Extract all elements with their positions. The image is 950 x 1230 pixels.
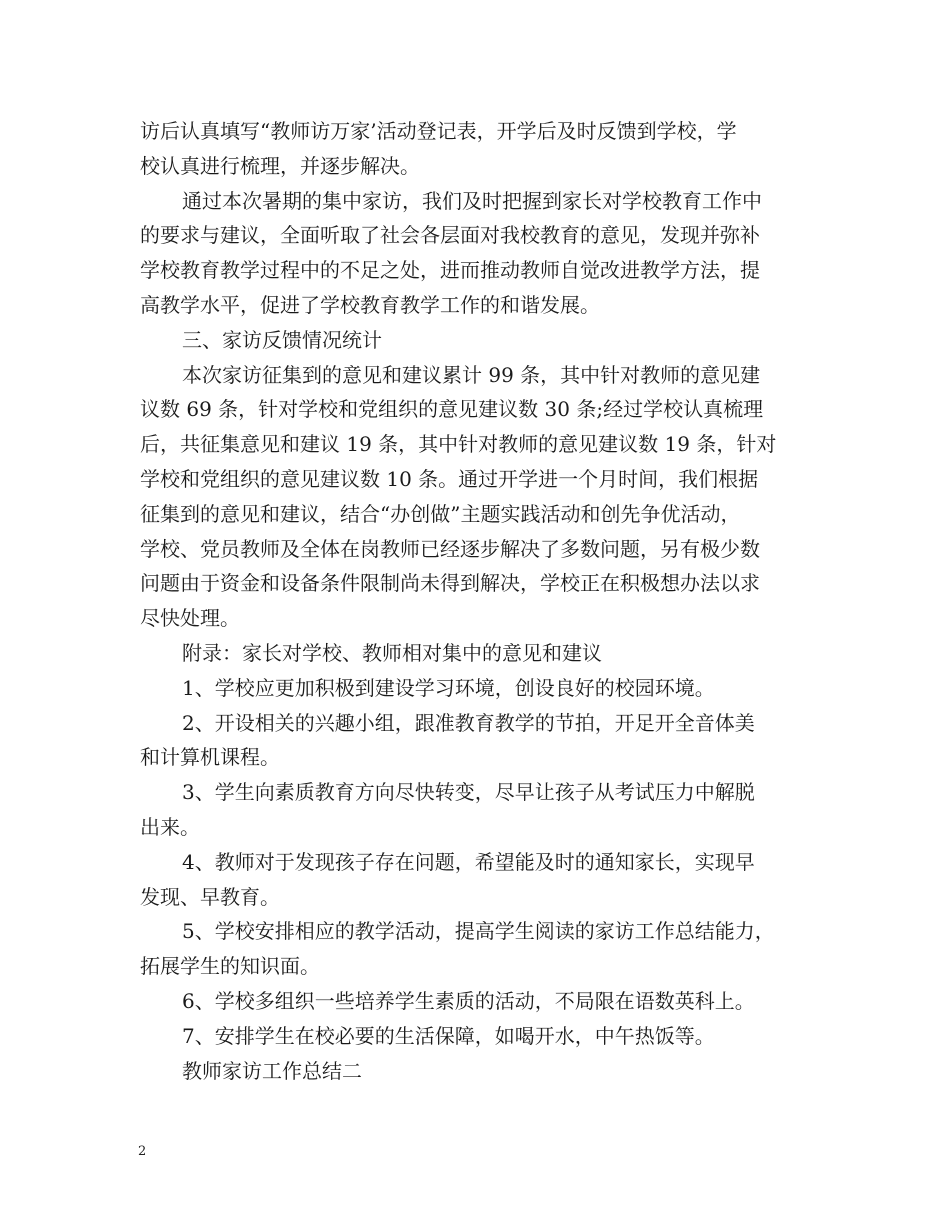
- paragraph-line: 学校、党员教师及全体在岗教师已经逐步解决了多数问题，另有极少数: [140, 536, 760, 561]
- list-item: 6、学校多组织一些培养学生素质的活动，不局限在语数英科上。: [182, 988, 755, 1013]
- list-item-continuation: 出来。: [140, 814, 200, 839]
- paragraph-line: 本次家访征集到的意见和建议累计 99 条，其中针对教师的意见建: [182, 362, 761, 387]
- section-heading: 三、家访反馈情况统计: [182, 327, 382, 352]
- paragraph-line: 后，共征集意见和建议 19 条，其中针对教师的意见建议数 19 条，针对: [140, 432, 777, 457]
- paragraph-line: 议数 69 条，针对学校和党组织的意见建议数 30 条;经过学校认真梳理: [140, 397, 764, 422]
- list-item: 2、开设相关的兴趣小组，跟准教育教学的节拍，开足开全音体美: [182, 710, 755, 735]
- paragraph-line: 征集到的意见和建议，结合“办创做”主题实践活动和创先争优活动，: [140, 501, 741, 526]
- paragraph-line: 访后认真填写“教师访万家’活动登记表，开学后及时反馈到学校，学: [140, 119, 737, 143]
- paragraph-line: 通过本次暑期的集中家访，我们及时把握到家长对学校教育工作中: [182, 188, 762, 213]
- list-item-continuation: 发现、早教育。: [140, 884, 280, 909]
- document-body: [140, 114, 830, 1088]
- list-item-continuation: 拓展学生的知识面。: [140, 954, 320, 979]
- section-title: 教师家访工作总结二: [182, 1058, 362, 1083]
- paragraph-line: 校认真进行梳理，并逐步解决。: [140, 153, 420, 178]
- paragraph-line: 尽快处理。: [140, 606, 240, 631]
- list-item: 5、学校安排相应的教学活动，提高学生阅读的家访工作总结能力，: [182, 919, 775, 944]
- list-item: 3、学生向素质教育方向尽快转变，尽早让孩子从考试压力中解脱: [182, 780, 755, 805]
- list-item-continuation: 和计算机课程。: [140, 745, 280, 770]
- paragraph-line: 的要求与建议，全面听取了社会各层面对我校教育的意见，发现并弥补: [140, 223, 760, 248]
- appendix-heading: 附录：家长对学校、教师相对集中的意见和建议: [182, 640, 602, 665]
- page-number: 2: [138, 1144, 147, 1159]
- paragraph-line: 问题由于资金和设备条件限制尚未得到解决，学校正在积极想办法以求: [140, 571, 760, 596]
- list-item: 1、学校应更加积极到建设学习环境，创设良好的校园环境。: [182, 675, 715, 700]
- paragraph-line: 高教学水平，促进了学校教育教学工作的和谐发展。: [140, 292, 600, 317]
- list-item: 4、教师对于发现孩子存在问题，希望能及时的通知家长，实现早: [182, 849, 755, 874]
- list-item: 7、安排学生在校必要的生活保障，如喝开水，中午热饭等。: [182, 1023, 715, 1048]
- paragraph-line: 学校和党组织的意见建议数 10 条。通过开学进一个月时间，我们根据: [140, 466, 759, 491]
- paragraph-line: 学校教育教学过程中的不足之处，进而推动教师自觉改进教学方法，提: [140, 258, 760, 283]
